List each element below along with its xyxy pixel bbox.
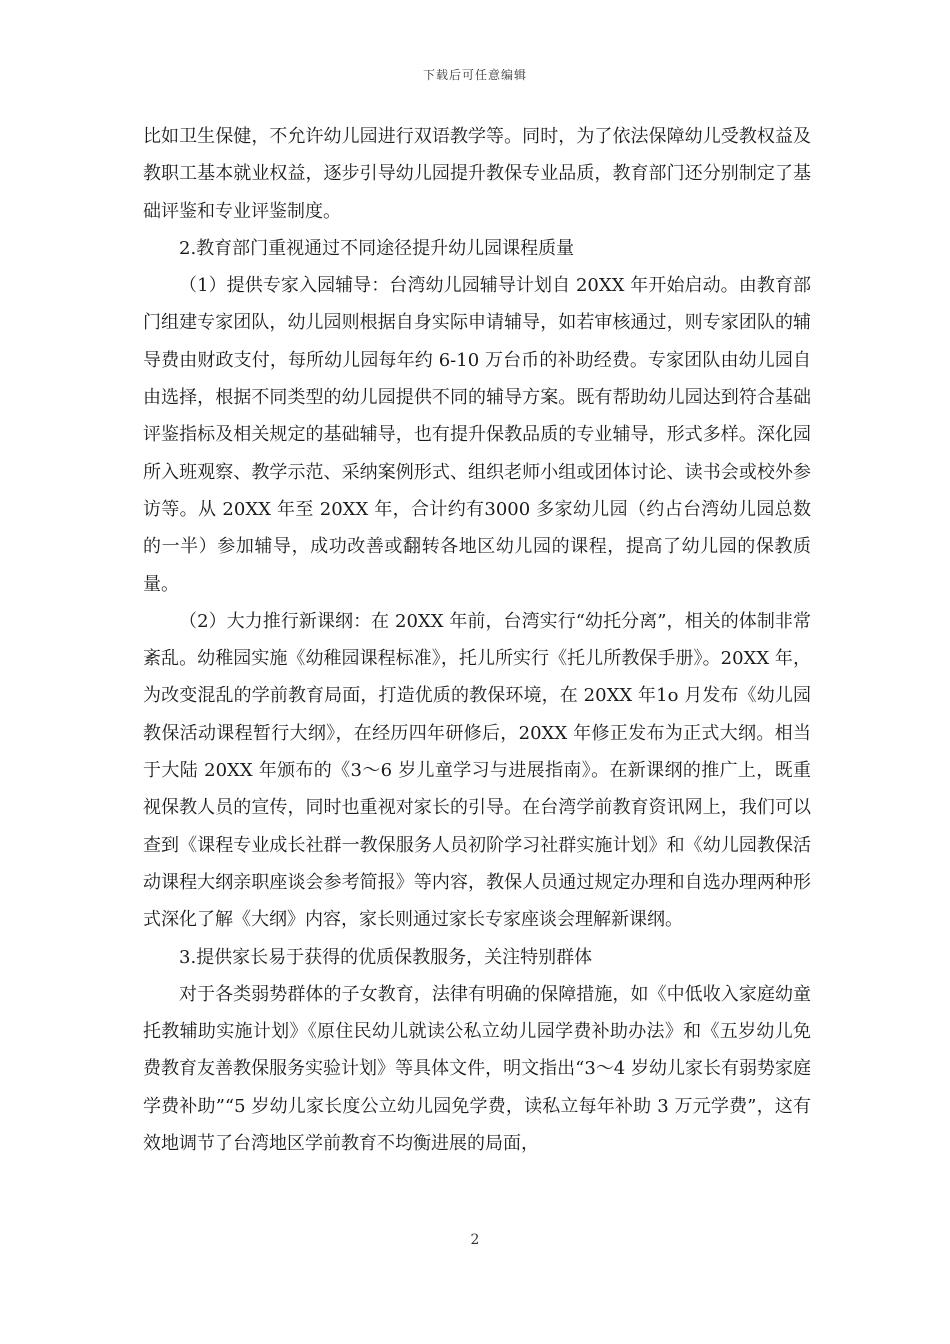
page-number: 2 bbox=[470, 1232, 480, 1248]
page-header: 下载后可任意编辑 bbox=[422, 68, 527, 82]
document-body bbox=[143, 118, 811, 1162]
section-heading-2: 2.教育部门重视通过不同途径提升幼儿园课程质量 bbox=[179, 237, 575, 259]
paragraph-continuation: 比如卫生保健，不允许幼儿园进行双语教学等。同时，为了依法保障幼儿受教权益及教职工基本就业权益，逐步引导幼儿园提升教保专业品质，教育部门还分别制定了基础评鉴和专业评鉴制度。 bbox=[143, 126, 811, 222]
paragraph-expert-guidance: （1）提供专家入园辅导：台湾幼儿园辅导计划自 20XX 年开始启动。由教育部门组建专家团队，幼儿园则根据自身实际申请辅导，如若审核通过，则专家团队的辅导费由财政支付，每所幼儿园每年约 6-10 万台币的补助经费。专家团队由幼儿园自由选择，根据不同类型的幼儿园提供不同的辅导方案。既有帮助幼儿园达到符合基础评鉴指标及相关规定的基础辅导，也有提升保教品质的专业辅导，形式多样。深化园所入班观察、教学示范、采纳案例形式、组织老师小组或团体讨论、读书会或校外参访等。从 20XX 年至 20XX 年，合计约有3000 多家幼儿园（约占台湾幼儿园总数的一半）参加辅导，成功改善或翻转各地区幼儿园的课程，提高了幼儿园的保教质量。 bbox=[143, 275, 811, 595]
section-heading-3: 3.提供家长易于获得的优质保教服务，关注特别群体 bbox=[179, 946, 593, 968]
paragraph-disadvantaged-groups: 对于各类弱势群体的子女教育，法律有明确的保障措施，如《中低收入家庭幼童托教辅助实施计划》《原住民幼儿就读公私立幼儿园学费补助办法》和《五岁幼儿免费教育友善教保服务实验计划》等具体文件，明文指出“3～4 岁幼儿家长有弱势家庭学费补助”“5 岁幼儿家长度公立幼儿园免学费，读私立每年补助 3 万元学费”，这有效地调节了台湾地区学前教育不均衡进展的局面， bbox=[143, 983, 811, 1155]
paragraph-new-curriculum: （2）大力推行新课纲：在 20XX 年前，台湾实行“幼托分离”，相关的体制非常紊乱。幼稚园实施《幼稚园课程标准》，托儿所实行《托儿所教保手册》。20XX 年，为改变混乱的学前教育局面，打造优质的教保环境，在 20XX 年1o 月发布《幼儿园教保活动课程暂行大纲》，在经历四年研修后，20XX 年修正发布为正式大纲。相当于大陆 20XX 年颁布的《3～6 岁儿童学习与进展指南》。在新课纲的推广上，既重视保教人员的宣传，同时也重视对家长的引导。在台湾学前教育资讯网上，我们可以查到《课程专业成长社群一教保服务人员初阶学习社群实施计划》和《幼儿园教保活动课程大纲亲职座谈会参考简报》等内容，教保人员通过规定办理和自选办理两种形式深化了解《大纲》内容，家长则通过家长专家座谈会理解新课纲。 bbox=[143, 610, 811, 931]
